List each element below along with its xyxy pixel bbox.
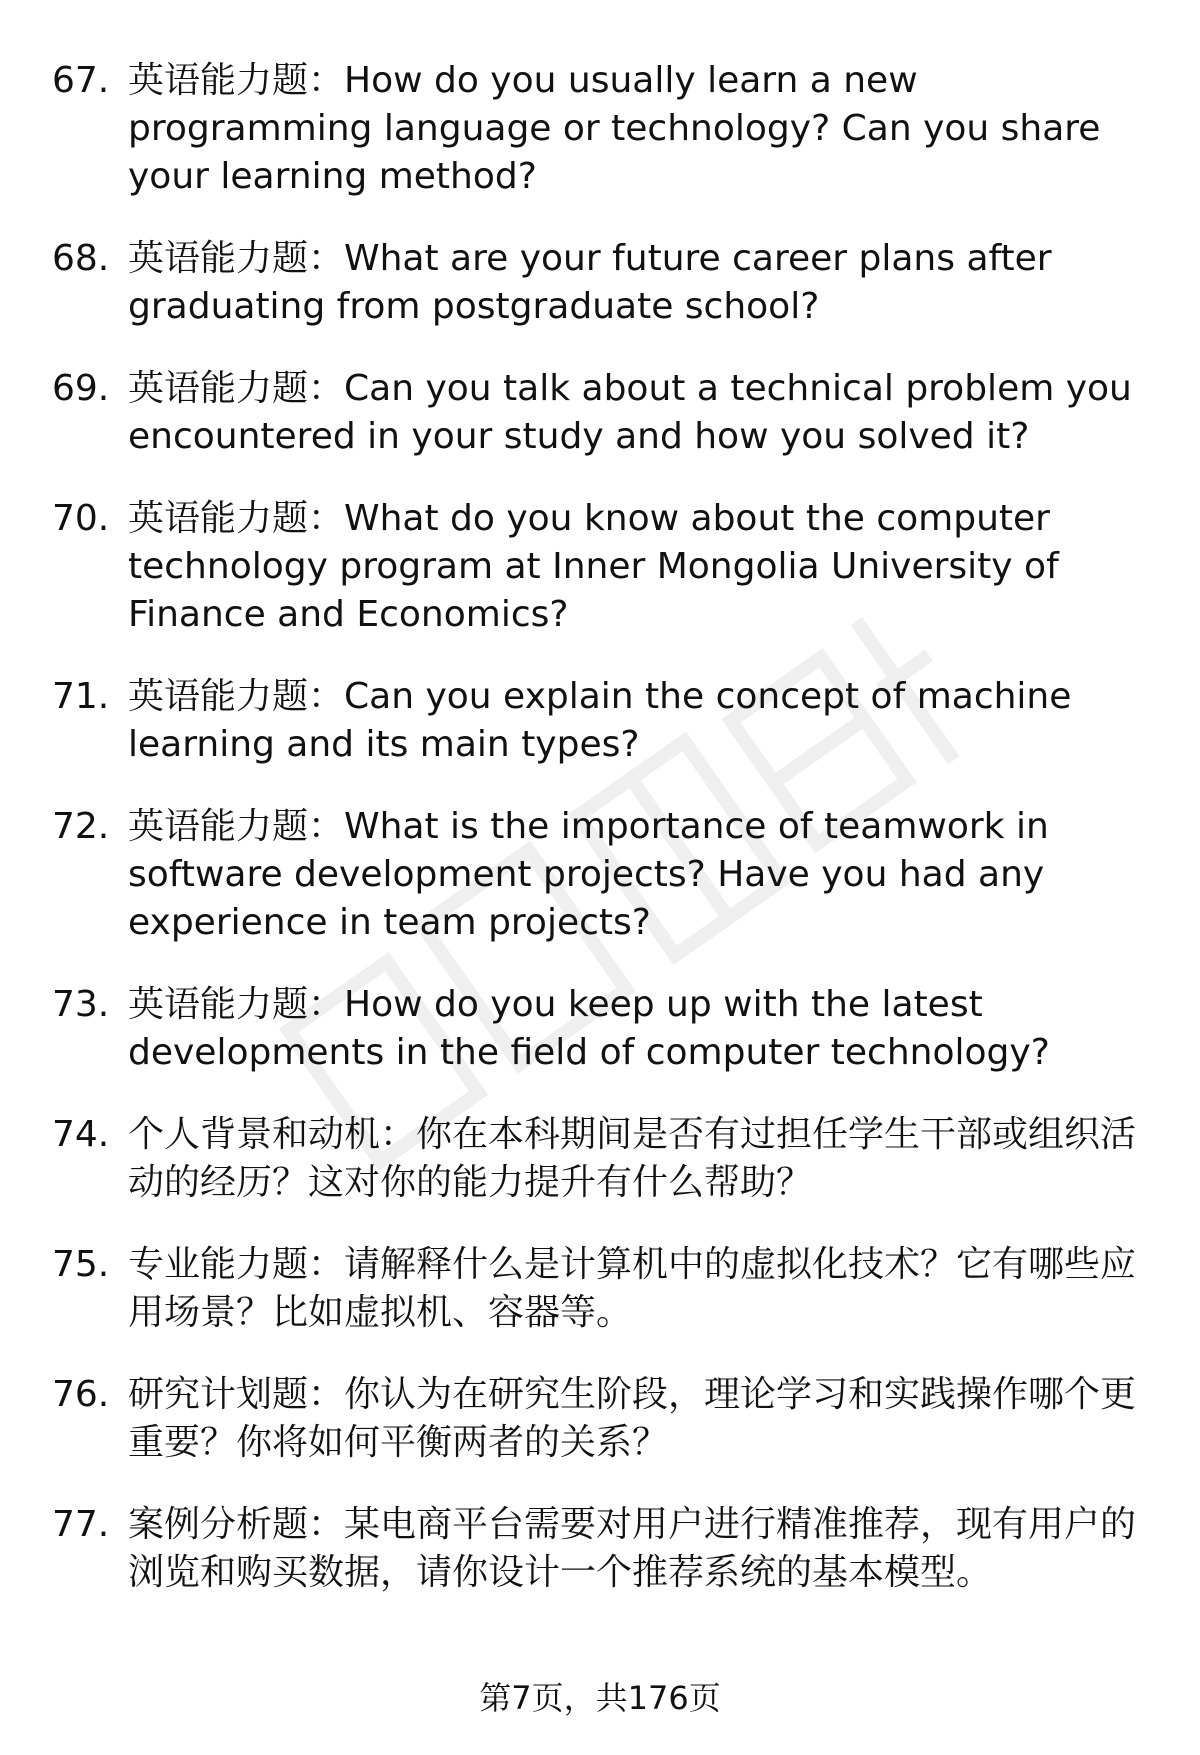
question-text: 个人背景和动机：你在本科期间是否有过担任学生干部或组织活动的经历？这对你的能力提升有什么帮助？ [128,1114,1137,1203]
question-text: 英语能力题：Can you explain the concept of machine learning and its main types? [128,676,1072,765]
question-text: 英语能力题：What do you know about the computer technology program at Inner Mongolia University of Finance and Economics? [128,498,1059,635]
question-item [52,57,1152,201]
question-number: 71. [52,676,110,717]
question-text: 案例分析题：某电商平台需要对用户进行精准推荐，现有用户的浏览和购买数据，请你设计一个推荐系统的基本模型。 [128,1504,1137,1593]
question-item [52,365,1152,461]
question-item [52,235,1152,331]
question-number: 74. [52,1114,110,1155]
question-text: 英语能力题：What are your future career plans after graduating from postgraduate school? [128,238,1052,327]
question-text: 英语能力题：What is the importance of teamwork in software development projects? Have you had any experience in team projects? [128,806,1049,943]
question-number: 73. [52,984,110,1025]
question-item [52,673,1152,769]
question-text: 研究计划题：你认为在研究生阶段，理论学习和实践操作哪个更重要？你将如何平衡两者的关系？ [128,1374,1137,1463]
question-item [52,803,1152,947]
question-number: 69. [52,368,110,409]
question-number: 75. [52,1244,110,1285]
question-item [52,1371,1152,1467]
question-text: 英语能力题：How do you keep up with the latest developments in the field of computer technology? [128,984,1050,1073]
question-number: 67. [52,60,110,101]
question-item [52,495,1152,639]
question-number: 77. [52,1504,110,1545]
question-number: 68. [52,238,110,279]
question-item [52,1501,1152,1597]
question-text: 英语能力题：How do you usually learn a new programming language or technology? Can you share your learning method? [128,60,1101,197]
question-item [52,1111,1152,1207]
question-number: 76. [52,1374,110,1415]
question-number: 70. [52,498,110,539]
question-number: 72. [52,806,110,847]
question-text: 专业能力题：请解释什么是计算机中的虚拟化技术？它有哪些应用场景？比如虚拟机、容器等。 [128,1244,1137,1333]
question-text: 英语能力题：Can you talk about a technical problem you encountered in your study and how you solved it? [128,368,1132,457]
question-list [52,57,1152,1631]
question-item [52,981,1152,1077]
page-number-footer: 第7页，共176页 [479,1679,721,1717]
question-item [52,1241,1152,1337]
